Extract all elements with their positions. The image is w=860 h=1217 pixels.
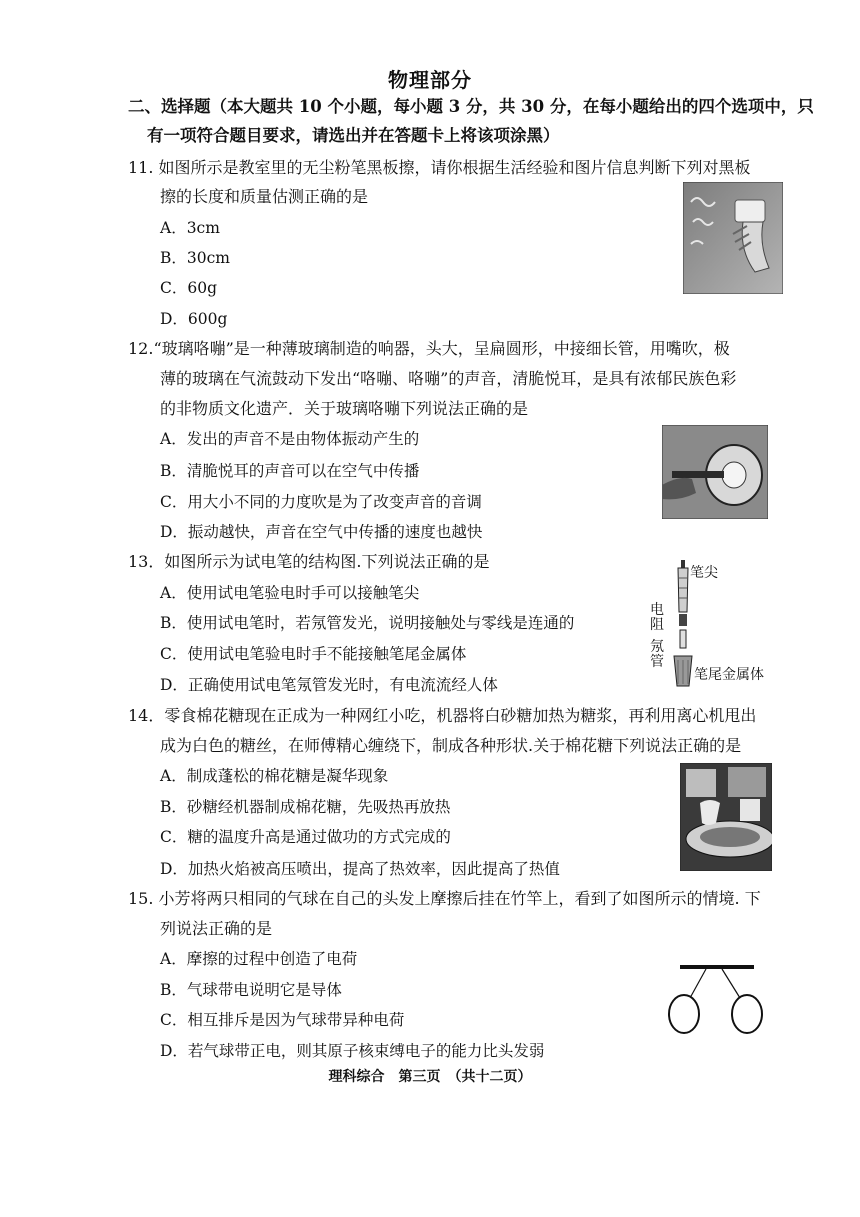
resistor-label: 电阻 [650,602,664,633]
question-13-option-b: B．使用试电笔时，若氖管发光，说明接触处与零线是连通的 [160,614,575,632]
question-15-option-c: C．相互排斥是因为气球带异种电荷 [160,1011,405,1029]
question-13-option-a: A．使用试电笔验电时手可以接触笔尖 [160,584,420,602]
question-11-line1: 11. 如图所示是教室里的无尘粉笔黑板擦，请你根据生活经验和图片信息判断下列对黑板 [128,158,751,177]
page-title: 物理部分 [388,68,472,92]
question-14-option-c: C．糖的温度升高是通过做功的方式完成的 [160,828,451,846]
question-12-line1: 12.“玻璃咯嘣”是一种薄玻璃制造的响器，头大，呈扁圆形，中接细长管，用嘴吹，极 [128,339,730,358]
question-12-option-c: C．用大小不同的力度吹是为了改变声音的音调 [160,493,482,511]
pen-tip-label: 笔尖 [690,565,718,581]
question-15-option-b: B．气球带电说明它是导体 [160,981,342,999]
neon-tube-label: 氖管 [650,639,664,670]
question-14-option-b: B．砂糖经机器制成棉花糖，先吸热再放热 [160,798,451,816]
question-11-option-d: D．600g [160,310,228,328]
question-14-line1: 14．零食棉花糖现在正成为一种网红小吃，机器将白砂糖加热为糖浆，再利用离心机甩出 [128,706,757,725]
question-11-line2: 擦的长度和质量估测正确的是 [160,187,369,206]
tail-metal-label: 笔尾金属体 [694,667,764,683]
question-15-line1: 15. 小芳将两只相同的气球在自己的头发上摩擦后挂在竹竿上，看到了如图所示的情境. 下 [128,889,761,908]
question-15-option-a: A．摩擦的过程中创造了电荷 [160,950,358,968]
question-11-option-c: C．60g [160,279,218,297]
question-12-line2: 薄的玻璃在气流鼓动下发出“咯嘣、咯嘣”的声音，清脆悦耳，是具有浓郁民族色彩 [160,369,737,388]
question-15-option-d: D．若气球带正电，则其原子核束缚电子的能力比头发弱 [160,1042,545,1060]
glass-bobo-photo [662,425,768,519]
blackboard-eraser-photo [683,182,783,294]
cotton-candy-machine-photo [680,763,772,871]
question-12-option-a: A．发出的声音不是由物体振动产生的 [160,430,420,448]
question-11-option-b: B．30cm [160,249,230,267]
charged-balloons-diagram [660,960,772,1038]
section-header-line2: 有一项符合题目要求，请选出并在答题卡上将该项涂黑） [147,126,560,145]
question-12-line3: 的非物质文化遗产．关于玻璃咯嘣下列说法正确的是 [160,399,529,418]
question-13-option-d: D．正确使用试电笔氖管发光时，有电流流经人体 [160,676,498,694]
question-12-option-d: D．振动越快，声音在空气中传播的速度也越快 [160,523,483,541]
question-14-line2: 成为白色的糖丝，在师傅精心缠绕下，制成各种形状.关于棉花糖下列说法正确的是 [160,736,742,755]
question-13-line1: 13．如图所示为试电笔的结构图.下列说法正确的是 [128,552,490,571]
question-14-option-d: D．加热火焰被高压喷出，提高了热效率，因此提高了热值 [160,860,560,878]
question-13-option-c: C．使用试电笔验电时手不能接触笔尾金属体 [160,645,467,663]
question-11-option-a: A．3cm [160,219,220,237]
question-12-option-b: B．清脆悦耳的声音可以在空气中传播 [160,462,420,480]
page-footer: 理科综合 第三页 （共十二页） [328,1069,532,1085]
question-14-option-a: A．制成蓬松的棉花糖是凝华现象 [160,767,389,785]
question-15-line2: 列说法正确的是 [160,919,273,938]
section-header-line1: 二、选择题（本大题共 10 个小题，每小题 3 分，共 30 分，在每小题给出的四个选项中，只 [128,97,814,116]
